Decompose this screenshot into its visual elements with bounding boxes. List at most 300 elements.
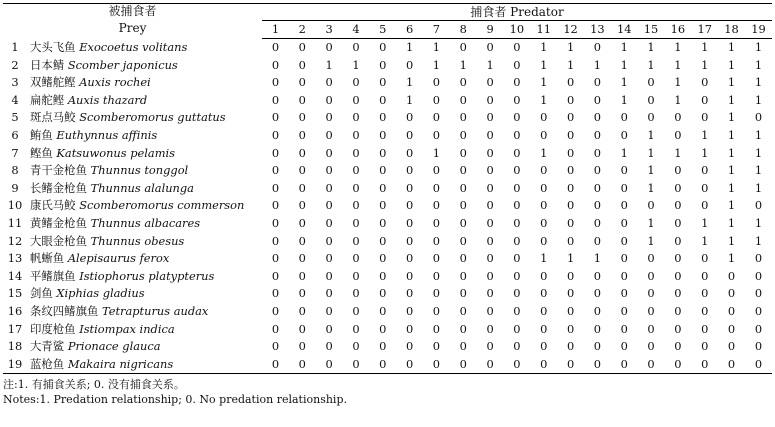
matrix-cell: 0 — [754, 268, 763, 283]
matrix-cell: 0 — [566, 75, 575, 90]
prey-name-cn: 蓝枪鱼 — [30, 356, 65, 371]
matrix-cell: 1 — [647, 40, 655, 54]
table-row — [3, 233, 772, 251]
matrix-cell: 1 — [727, 57, 736, 72]
matrix-cell: 0 — [566, 198, 575, 213]
matrix-cell: 0 — [298, 110, 306, 125]
matrix-cell: 0 — [486, 163, 494, 178]
matrix-cell: 1 — [593, 57, 602, 72]
matrix-cell: 1 — [540, 75, 548, 90]
prey-name-cn: 黄鳍金枪鱼 — [30, 215, 87, 230]
matrix-cell: 0 — [405, 198, 414, 213]
matrix-cell: 0 — [540, 180, 548, 195]
matrix-cell: 0 — [566, 321, 575, 336]
prey-name-cn: 斑点马鲛 — [30, 110, 76, 125]
prey-name-cn: 印度枪鱼 — [30, 321, 76, 336]
prey-name-cn: 长鳍金枪鱼 — [30, 180, 87, 195]
matrix-cell: 0 — [754, 339, 763, 354]
prey-name-cn: 剑鱼 — [30, 286, 53, 301]
matrix-cell: 0 — [566, 110, 575, 125]
prey-name-latin: Xiphias gladius — [56, 286, 145, 301]
matrix-cell: 0 — [325, 286, 333, 301]
matrix-cell: 0 — [298, 75, 306, 90]
matrix-cell: 0 — [432, 233, 441, 248]
matrix-cell: 0 — [405, 286, 414, 301]
matrix-cell: 0 — [664, 356, 691, 374]
matrix-cell: 0 — [727, 339, 736, 354]
matrix-cell: 0 — [647, 92, 655, 107]
row-index: 5 — [11, 110, 19, 125]
matrix-cell: 0 — [566, 163, 575, 178]
matrix-cell: 0 — [701, 75, 709, 90]
matrix-cell: 0 — [513, 180, 521, 195]
matrix-cell: 0 — [566, 127, 575, 142]
matrix-cell: 0 — [486, 215, 494, 230]
matrix-cell: 1 — [486, 57, 494, 72]
matrix-cell: 0 — [513, 321, 521, 336]
matrix-cell: 1 — [432, 145, 441, 160]
matrix-cell: 0 — [486, 110, 494, 125]
matrix-cell: 0 — [298, 339, 306, 354]
matrix-cell: 1 — [432, 57, 441, 72]
matrix-cell: 0 — [271, 268, 280, 283]
matrix-cell: 1 — [540, 57, 548, 72]
matrix-cell: 0 — [405, 268, 414, 283]
matrix-cell: 0 — [718, 356, 745, 374]
predator-number-17: 17 — [691, 21, 718, 39]
matrix-cell: 0 — [298, 233, 306, 248]
prey-name-latin: Scomberomorus guttatus — [79, 110, 226, 125]
matrix-cell: 0 — [593, 286, 602, 301]
matrix-cell: 0 — [352, 180, 360, 195]
matrix-cell: 0 — [557, 356, 584, 374]
matrix-cell: 0 — [540, 127, 548, 142]
matrix-cell: 0 — [352, 321, 360, 336]
row-index: 6 — [11, 127, 19, 142]
matrix-cell: 0 — [566, 233, 575, 248]
matrix-cell: 0 — [379, 145, 387, 160]
matrix-cell: 0 — [566, 339, 575, 354]
matrix-cell: 0 — [701, 198, 709, 213]
predator-number-6: 6 — [396, 21, 423, 39]
header-row — [3, 4, 772, 21]
matrix-cell: 1 — [727, 75, 736, 90]
matrix-cell: 0 — [459, 198, 467, 213]
matrix-cell: 1 — [727, 198, 736, 213]
prey-name-latin: Istiompax indica — [79, 321, 175, 336]
matrix-cell: 0 — [298, 40, 306, 54]
matrix-cell: 0 — [352, 145, 360, 160]
matrix-cell: 0 — [727, 321, 736, 336]
matrix-cell: 0 — [325, 145, 333, 160]
matrix-cell: 0 — [432, 286, 441, 301]
matrix-cell: 1 — [647, 145, 655, 160]
matrix-cell: 0 — [379, 180, 387, 195]
matrix-cell: 0 — [647, 110, 655, 125]
matrix-cell: 0 — [352, 215, 360, 230]
matrix-cell: 0 — [325, 127, 333, 142]
matrix-cell: 0 — [620, 163, 628, 178]
matrix-cell: 0 — [486, 321, 494, 336]
table-row — [3, 338, 772, 356]
matrix-cell: 0 — [701, 268, 709, 283]
matrix-cell: 0 — [459, 321, 467, 336]
matrix-cell: 0 — [271, 215, 280, 230]
predator-number-9: 9 — [477, 21, 504, 39]
prey-name-cn: 日本鲭 — [30, 57, 65, 72]
matrix-cell: 0 — [540, 321, 548, 336]
prey-name — [27, 162, 262, 180]
matrix-cell: 0 — [486, 233, 494, 248]
matrix-cell: 0 — [459, 163, 467, 178]
matrix-cell: 0 — [379, 110, 387, 125]
matrix-cell: 0 — [298, 57, 306, 72]
matrix-cell: 0 — [566, 268, 575, 283]
matrix-cell: 0 — [432, 127, 441, 142]
matrix-cell: 1 — [647, 127, 655, 142]
row-index: 13 — [7, 251, 23, 266]
matrix-cell: 0 — [647, 268, 655, 283]
matrix-cell: 0 — [298, 303, 306, 318]
matrix-cell: 0 — [352, 127, 360, 142]
matrix-cell: 0 — [486, 198, 494, 213]
matrix-cell: 1 — [674, 75, 682, 90]
predator-number-8: 8 — [450, 21, 477, 39]
matrix-cell: 0 — [298, 92, 306, 107]
matrix-cell: 0 — [405, 180, 414, 195]
matrix-cell: 0 — [727, 286, 736, 301]
matrix-cell: 0 — [566, 303, 575, 318]
matrix-cell: 0 — [513, 40, 521, 54]
matrix-cell: 0 — [352, 286, 360, 301]
matrix-cell: 0 — [674, 198, 682, 213]
matrix-cell: 0 — [271, 286, 280, 301]
prey-name — [27, 215, 262, 233]
matrix-cell: 0 — [432, 268, 441, 283]
matrix-cell: 0 — [674, 110, 682, 125]
matrix-cell: 1 — [727, 233, 736, 248]
row-index: 12 — [7, 233, 23, 248]
matrix-cell: 0 — [405, 215, 414, 230]
matrix-cell: 0 — [540, 215, 548, 230]
prey-label-cn: 被捕食者 — [108, 4, 157, 18]
matrix-cell: 1 — [405, 75, 414, 90]
matrix-cell: 0 — [379, 57, 387, 72]
matrix-cell: 0 — [325, 110, 333, 125]
matrix-cell: 0 — [352, 40, 360, 54]
matrix-cell: 0 — [513, 286, 521, 301]
predation-matrix-figure — [3, 3, 772, 407]
matrix-cell: 0 — [513, 92, 521, 107]
matrix-cell: 1 — [459, 57, 467, 72]
prey-name-cn: 双鳍舵鲣 — [30, 75, 76, 90]
matrix-cell: 0 — [540, 286, 548, 301]
matrix-cell: 1 — [352, 57, 360, 72]
matrix-cell: 0 — [513, 303, 521, 318]
matrix-cell: 0 — [271, 40, 280, 54]
matrix-cell: 0 — [432, 110, 441, 125]
matrix-cell: 0 — [298, 215, 306, 230]
matrix-cell: 1 — [620, 92, 628, 107]
matrix-cell: 0 — [701, 251, 709, 266]
matrix-cell: 0 — [432, 163, 441, 178]
matrix-cell: 0 — [352, 251, 360, 266]
matrix-cell: 0 — [405, 321, 414, 336]
matrix-cell: 1 — [754, 180, 763, 195]
predator-number-3: 3 — [316, 21, 343, 39]
matrix-cell: 1 — [754, 127, 763, 142]
table-row — [3, 109, 772, 127]
prey-name-latin: Euthynnus affinis — [56, 127, 158, 142]
matrix-cell: 0 — [298, 198, 306, 213]
matrix-cell: 0 — [513, 110, 521, 125]
matrix-cell: 1 — [647, 163, 655, 178]
matrix-cell: 0 — [584, 356, 611, 374]
matrix-cell: 0 — [593, 233, 602, 248]
matrix-cell: 1 — [727, 215, 736, 230]
matrix-cell: 0 — [620, 233, 628, 248]
predator-number-4: 4 — [343, 21, 370, 39]
matrix-cell: 0 — [701, 303, 709, 318]
prey-name-latin: Tetrapturus audax — [101, 303, 209, 318]
matrix-cell: 0 — [432, 215, 441, 230]
matrix-cell: 0 — [620, 215, 628, 230]
matrix-cell: 0 — [620, 321, 628, 336]
matrix-cell: 0 — [459, 233, 467, 248]
matrix-cell: 0 — [486, 339, 494, 354]
matrix-cell: 0 — [727, 303, 736, 318]
matrix-cell: 1 — [566, 40, 575, 54]
matrix-cell: 0 — [298, 321, 306, 336]
matrix-cell: 0 — [593, 40, 602, 54]
matrix-cell: 0 — [593, 92, 602, 107]
matrix-cell: 0 — [432, 339, 441, 354]
table-row — [3, 321, 772, 339]
matrix-cell: 0 — [647, 303, 655, 318]
predator-number-18: 18 — [718, 21, 745, 39]
matrix-cell: 0 — [701, 286, 709, 301]
matrix-cell: 0 — [566, 180, 575, 195]
matrix-cell: 0 — [593, 75, 602, 90]
matrix-cell: 0 — [325, 198, 333, 213]
matrix-cell: 0 — [298, 127, 306, 142]
matrix-cell: 0 — [647, 339, 655, 354]
matrix-cell: 0 — [620, 198, 628, 213]
matrix-cell: 0 — [271, 145, 280, 160]
prey-name — [27, 74, 262, 92]
matrix-cell: 0 — [701, 110, 709, 125]
table-row — [3, 268, 772, 286]
matrix-cell: 0 — [459, 127, 467, 142]
matrix-cell: 0 — [593, 339, 602, 354]
prey-name — [27, 268, 262, 286]
prey-name-cn: 条纹四鳍旗鱼 — [30, 303, 99, 318]
predator-number-12: 12 — [557, 21, 584, 39]
matrix-cell: 0 — [379, 303, 387, 318]
row-index: 2 — [11, 57, 19, 72]
matrix-cell: 0 — [289, 356, 316, 374]
matrix-cell: 0 — [325, 40, 333, 54]
matrix-cell: 0 — [674, 303, 682, 318]
predator-number-14: 14 — [611, 21, 638, 39]
matrix-cell: 0 — [459, 303, 467, 318]
predator-number-5: 5 — [369, 21, 396, 39]
prey-name-cn: 康氏马鲛 — [30, 198, 76, 213]
matrix-cell: 0 — [432, 75, 441, 90]
matrix-cell: 0 — [459, 110, 467, 125]
matrix-cell: 0 — [396, 356, 423, 374]
matrix-cell: 0 — [379, 251, 387, 266]
matrix-cell: 0 — [701, 339, 709, 354]
matrix-cell: 0 — [325, 215, 333, 230]
table-row — [3, 303, 772, 321]
matrix-cell: 0 — [611, 356, 638, 374]
matrix-cell: 0 — [352, 268, 360, 283]
matrix-cell: 0 — [540, 110, 548, 125]
matrix-cell: 0 — [540, 339, 548, 354]
prey-name-cn: 鲔鱼 — [30, 127, 53, 142]
table-row — [3, 215, 772, 233]
matrix-cell: 0 — [271, 303, 280, 318]
matrix-cell: 0 — [530, 356, 557, 374]
matrix-cell: 0 — [298, 251, 306, 266]
matrix-cell: 0 — [593, 198, 602, 213]
matrix-cell: 0 — [674, 215, 682, 230]
matrix-cell: 0 — [379, 75, 387, 90]
table-row — [3, 285, 772, 303]
matrix-cell: 0 — [298, 286, 306, 301]
matrix-cell: 0 — [593, 268, 602, 283]
matrix-cell: 0 — [325, 163, 333, 178]
matrix-cell: 0 — [459, 92, 467, 107]
matrix-cell: 1 — [540, 145, 548, 160]
matrix-cell: 0 — [432, 321, 441, 336]
row-index: 19 — [3, 356, 27, 374]
matrix-cell: 0 — [593, 163, 602, 178]
matrix-cell: 0 — [638, 356, 665, 374]
prey-name-latin: Thunnus albacares — [90, 215, 201, 230]
matrix-cell: 1 — [647, 233, 655, 248]
matrix-cell: 0 — [593, 127, 602, 142]
row-index: 4 — [11, 92, 19, 107]
matrix-cell: 0 — [620, 127, 628, 142]
matrix-cell: 1 — [647, 215, 655, 230]
matrix-cell: 0 — [513, 251, 521, 266]
matrix-cell: 0 — [379, 40, 387, 54]
prey-name-latin: Makaira nigricans — [67, 356, 174, 371]
matrix-cell: 1 — [727, 145, 736, 160]
matrix-cell: 0 — [271, 57, 280, 72]
matrix-cell: 1 — [754, 233, 763, 248]
matrix-cell: 1 — [701, 145, 709, 160]
table-row — [3, 180, 772, 198]
row-index: 3 — [11, 75, 19, 90]
matrix-cell: 1 — [620, 75, 628, 90]
matrix-cell: 0 — [325, 268, 333, 283]
matrix-cell: 0 — [674, 127, 682, 142]
matrix-cell: 0 — [423, 356, 450, 374]
predator-number-1: 1 — [262, 21, 289, 39]
prey-name — [27, 233, 262, 251]
prey-name — [27, 197, 262, 215]
matrix-cell: 0 — [325, 251, 333, 266]
matrix-cell: 0 — [754, 303, 763, 318]
matrix-cell: 1 — [701, 127, 709, 142]
predator-number-10: 10 — [504, 21, 531, 39]
matrix-cell: 0 — [540, 163, 548, 178]
matrix-cell: 0 — [379, 339, 387, 354]
prey-name-cn: 大青鲨 — [30, 339, 65, 354]
prey-name-cn: 大眼金枪鱼 — [30, 233, 87, 248]
matrix-cell: 1 — [754, 163, 763, 178]
matrix-cell: 1 — [727, 92, 736, 107]
matrix-cell: 0 — [486, 180, 494, 195]
matrix-cell: 0 — [271, 251, 280, 266]
matrix-cell: 0 — [352, 198, 360, 213]
matrix-cell: 0 — [593, 303, 602, 318]
matrix-cell: 0 — [727, 268, 736, 283]
prey-name-latin: Scomberomorus commerson — [79, 198, 245, 213]
table-row — [3, 162, 772, 180]
table-row — [3, 145, 772, 163]
prey-name — [27, 145, 262, 163]
row-index: 16 — [7, 303, 23, 318]
matrix-cell: 0 — [620, 303, 628, 318]
table-row — [3, 57, 772, 75]
matrix-cell: 0 — [298, 145, 306, 160]
matrix-cell: 1 — [701, 233, 709, 248]
prey-name-cn: 扁舵鲣 — [30, 92, 65, 107]
prey-name — [27, 338, 262, 356]
matrix-cell: 0 — [405, 251, 414, 266]
predator-number-7: 7 — [423, 21, 450, 39]
matrix-cell: 0 — [486, 145, 494, 160]
matrix-cell: 0 — [674, 180, 682, 195]
matrix-cell: 0 — [271, 321, 280, 336]
matrix-cell: 0 — [459, 180, 467, 195]
matrix-cell: 0 — [593, 180, 602, 195]
matrix-cell: 0 — [647, 198, 655, 213]
matrix-cell: 0 — [432, 251, 441, 266]
prey-name-latin: Exocoetus volitans — [79, 39, 188, 54]
matrix-cell: 1 — [405, 92, 414, 107]
matrix-cell: 0 — [405, 233, 414, 248]
matrix-cell: 0 — [486, 268, 494, 283]
table-row — [3, 250, 772, 268]
matrix-cell: 1 — [620, 40, 628, 54]
matrix-cell: 1 — [701, 215, 709, 230]
matrix-cell: 0 — [477, 356, 504, 374]
matrix-cell: 0 — [513, 145, 521, 160]
matrix-cell: 0 — [540, 268, 548, 283]
matrix-cell: 0 — [271, 75, 280, 90]
matrix-cell: 0 — [325, 233, 333, 248]
matrix-cell: 1 — [754, 215, 763, 230]
matrix-cell: 0 — [325, 180, 333, 195]
matrix-cell: 0 — [325, 75, 333, 90]
prey-name — [27, 356, 262, 374]
predator-number-15: 15 — [638, 21, 665, 39]
prey-name — [27, 303, 262, 321]
table-row — [3, 74, 772, 92]
matrix-cell: 0 — [593, 321, 602, 336]
matrix-cell: 0 — [513, 127, 521, 142]
matrix-cell: 1 — [647, 57, 655, 72]
prey-name-latin: Thunnus tonggol — [90, 163, 189, 178]
matrix-cell: 0 — [432, 180, 441, 195]
matrix-cell: 0 — [620, 268, 628, 283]
prey-name-latin: Katsuwonus pelamis — [56, 145, 175, 160]
